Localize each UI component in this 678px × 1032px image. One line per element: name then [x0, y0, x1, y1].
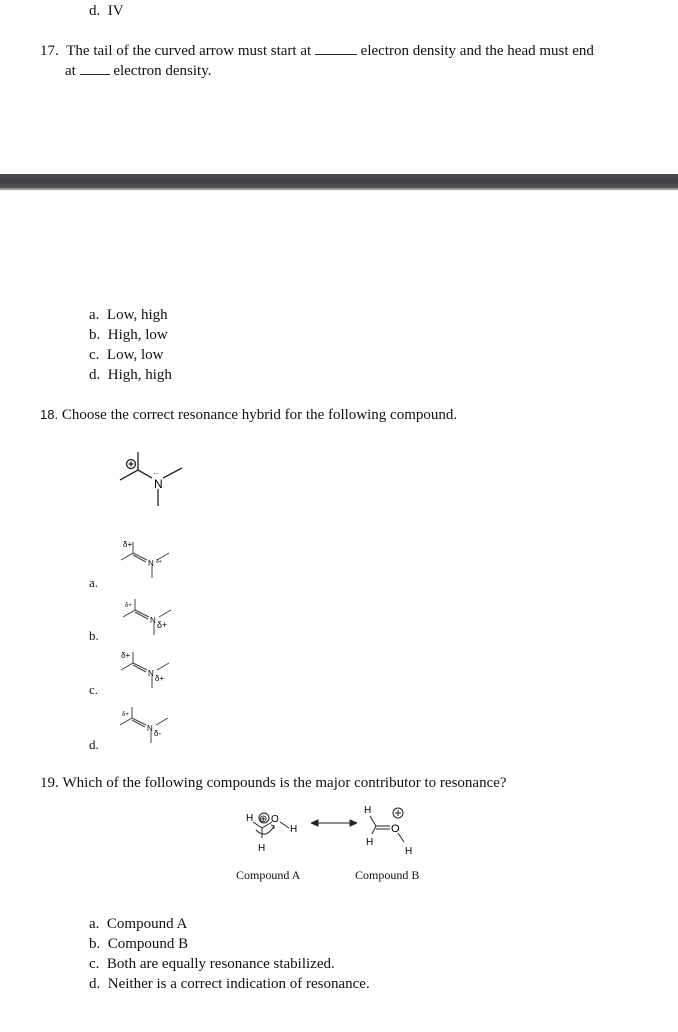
- q18-option-a-structure[interactable]: [115, 538, 175, 582]
- q19-option-d[interactable]: [89, 975, 370, 993]
- hydrogen-atom: H: [246, 813, 254, 824]
- carbon-charge: δ+: [123, 540, 133, 549]
- question-number: 18.: [40, 407, 59, 422]
- option-label: a.: [89, 916, 100, 932]
- question-number: 17.: [40, 43, 59, 59]
- q18-option-c-label[interactable]: c.: [89, 682, 99, 697]
- q19-option-b[interactable]: [89, 935, 188, 953]
- option-label: d.: [89, 367, 101, 383]
- lone-pair: ··: [153, 469, 159, 478]
- q19-option-c[interactable]: [89, 955, 335, 973]
- q17-text-part4: electron density.: [113, 63, 212, 79]
- q18-question: [40, 406, 457, 424]
- option-label: c.: [89, 347, 100, 363]
- option-label: d.: [89, 3, 101, 19]
- oxygen-atom: O: [271, 814, 279, 825]
- option-text: Low, high: [106, 307, 168, 323]
- q18-option-c-structure[interactable]: [115, 648, 177, 692]
- q19-option-a[interactable]: [89, 915, 187, 933]
- positive-charge: ⊕: [259, 814, 268, 825]
- compound-b-structure: [358, 802, 420, 856]
- q17-text-part1: The tail of the curved arrow must start at: [66, 43, 312, 59]
- q18-structure: [112, 448, 192, 510]
- oxygen-atom: O: [391, 823, 400, 835]
- answer-blank: [315, 41, 357, 55]
- nitrogen-charge: δ+: [157, 620, 168, 630]
- nitrogen-atom: N: [150, 616, 156, 625]
- nitrogen-charge: δ+: [156, 559, 162, 565]
- resonance-arrow-icon: [311, 817, 357, 829]
- nitrogen-charge: δ-: [154, 729, 162, 738]
- option-label: c.: [89, 956, 100, 972]
- option-text: High, low: [107, 327, 168, 343]
- q17-option-a[interactable]: [89, 306, 168, 324]
- q17-line2: [65, 61, 212, 80]
- hydrogen-atom: H: [366, 837, 374, 848]
- q17-text-part2: electron density and the head must end: [360, 43, 594, 59]
- option-text: Low, low: [106, 347, 164, 363]
- carbon-charge: δ+: [125, 603, 132, 609]
- q18-option-b-structure[interactable]: [117, 595, 179, 639]
- q17-option-b[interactable]: [89, 326, 168, 344]
- option-text: Compound A: [106, 916, 188, 932]
- compound-a-caption: Compound A: [236, 868, 301, 882]
- q17-text-part3: at: [65, 63, 76, 79]
- option-text: High, high: [107, 367, 172, 383]
- nitrogen-charge: δ+: [155, 674, 165, 683]
- nitrogen-atom: N: [148, 559, 154, 568]
- q18-option-d-structure[interactable]: [114, 703, 176, 747]
- option-text: Neither is a correct indication of resonance.: [107, 976, 370, 992]
- hydrogen-atom: H: [290, 824, 298, 835]
- compound-a-structure: [240, 804, 304, 856]
- hydrogen-atom: H: [258, 843, 266, 854]
- nitrogen-atom: N: [148, 669, 154, 678]
- nitrogen-atom: N: [154, 477, 163, 491]
- question-text: Which of the following compounds is the major contributor to resonance?: [62, 775, 507, 791]
- q19-question: [40, 774, 507, 792]
- q17-option-c[interactable]: [89, 346, 163, 364]
- q17-line1: [40, 41, 594, 60]
- nitrogen-atom: N: [147, 724, 153, 733]
- question-number: 19.: [40, 775, 59, 791]
- hydrogen-atom: H: [364, 805, 372, 816]
- option-text: Compound B: [107, 936, 189, 952]
- carbon-charge: δ+: [122, 712, 129, 718]
- option-label: b.: [89, 327, 101, 343]
- option-text: Both are equally resonance stabilized.: [106, 956, 335, 972]
- question-text: Choose the correct resonance hybrid for the following compound.: [61, 407, 458, 423]
- carbon-charge: δ+: [121, 651, 131, 660]
- q18-option-a-label[interactable]: a.: [89, 575, 99, 590]
- option-label: a.: [89, 307, 100, 323]
- q18-option-b-label[interactable]: b.: [89, 628, 99, 643]
- option-text: IV: [107, 3, 124, 19]
- answer-blank: [80, 61, 110, 75]
- page-separator: [0, 174, 678, 188]
- option-label: b.: [89, 936, 101, 952]
- q17-option-d[interactable]: [89, 366, 172, 384]
- hydrogen-atom: H: [405, 846, 413, 856]
- option-label: d.: [89, 976, 101, 992]
- prev-option-d: [89, 2, 124, 20]
- q18-option-d-label[interactable]: d.: [89, 737, 99, 752]
- compound-b-caption: Compound B: [355, 868, 420, 882]
